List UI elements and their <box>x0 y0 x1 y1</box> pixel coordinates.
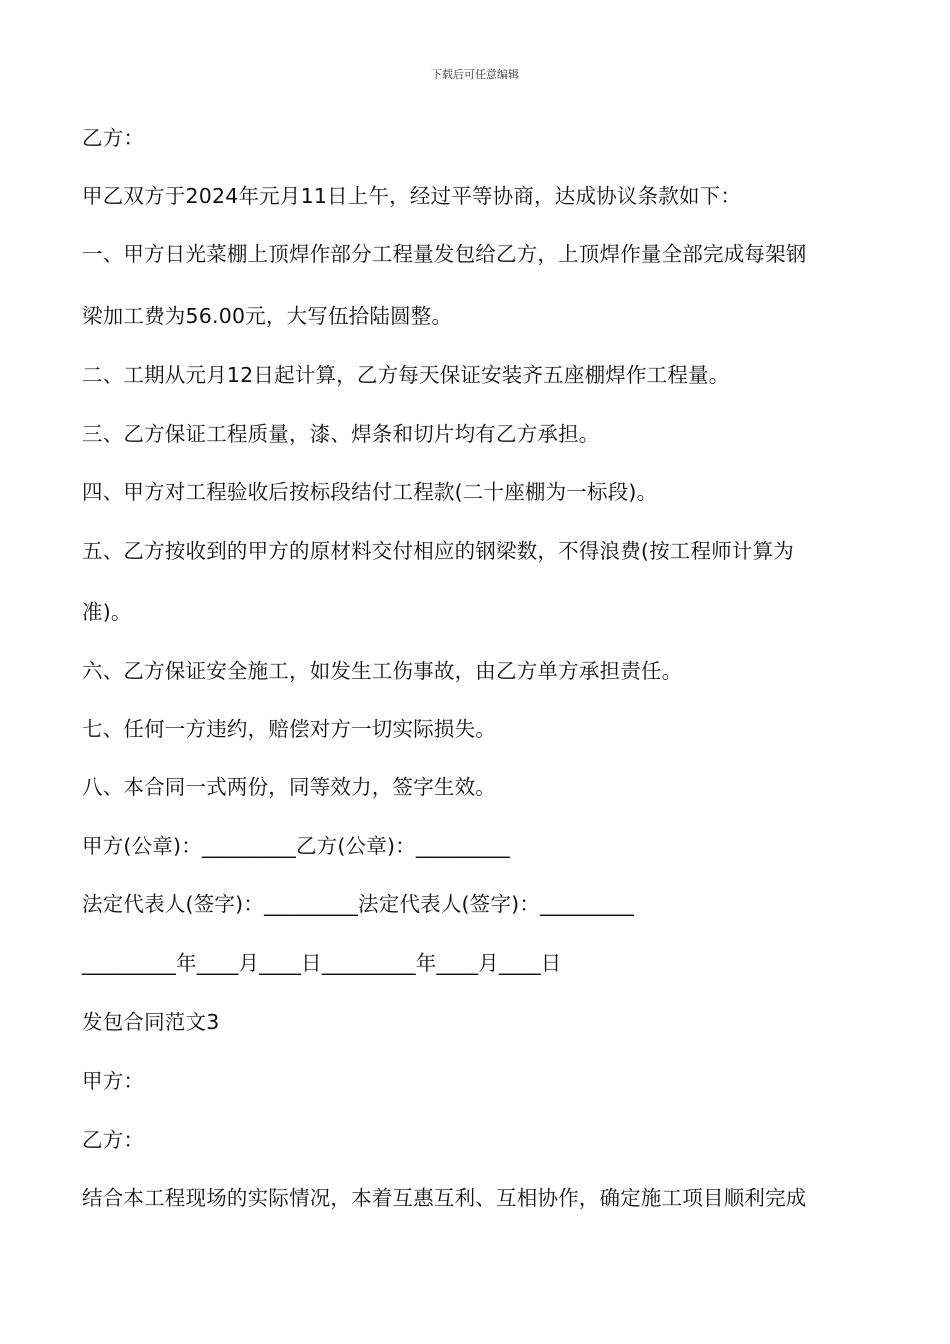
party-b-line-2: 乙方： <box>82 1128 145 1152</box>
date-line: _________年____月____日_________年____月____日 <box>82 951 562 975</box>
section-title: 发包合同范文3 <box>82 1010 220 1034</box>
clause-7: 七、任何一方违约，赔偿对方一切实际损失。 <box>82 717 496 741</box>
agreement-intro: 甲乙双方于2024年元月11日上午，经过平等协商，达成协议条款如下： <box>82 184 742 208</box>
seal-line: 甲方(公章)：_________乙方(公章)：_________ <box>82 834 510 858</box>
clause-1: 一、甲方日光菜棚上顶焊作部分工程量发包给乙方，上顶焊作量全部完成每架钢 <box>82 242 807 266</box>
clause-1-continued: 梁加工费为56.00元，大写伍拾陆圆整。 <box>82 304 453 328</box>
clause-4: 四、甲方对工程验收后按标段结付工程款(二十座棚为一标段)。 <box>82 480 658 504</box>
clause-5: 五、乙方按收到的甲方的原材料交付相应的钢梁数，不得浪费(按工程师计算为 <box>82 539 794 563</box>
clause-2: 二、工期从元月12日起计算，乙方每天保证安装齐五座棚焊作工程量。 <box>82 363 730 387</box>
signature-line: 法定代表人(签字)：_________法定代表人(签字)：_________ <box>82 892 635 916</box>
clause-3: 三、乙方保证工程质量，漆、焊条和切片均有乙方承担。 <box>82 422 600 446</box>
clause-8: 八、本合同一式两份，同等效力，签字生效。 <box>82 775 496 799</box>
clause-6: 六、乙方保证安全施工，如发生工伤事故，由乙方单方承担责任。 <box>82 659 683 683</box>
contract-intro: 结合本工程现场的实际情况，本着互惠互利、互相协作，确定施工项目顺利完成 <box>82 1186 807 1210</box>
party-a-line: 甲方： <box>82 1069 145 1093</box>
page-header-note: 下载后可任意编辑 <box>431 68 519 81</box>
party-b-line: 乙方： <box>82 126 145 150</box>
clause-5-continued: 准)。 <box>82 600 132 624</box>
